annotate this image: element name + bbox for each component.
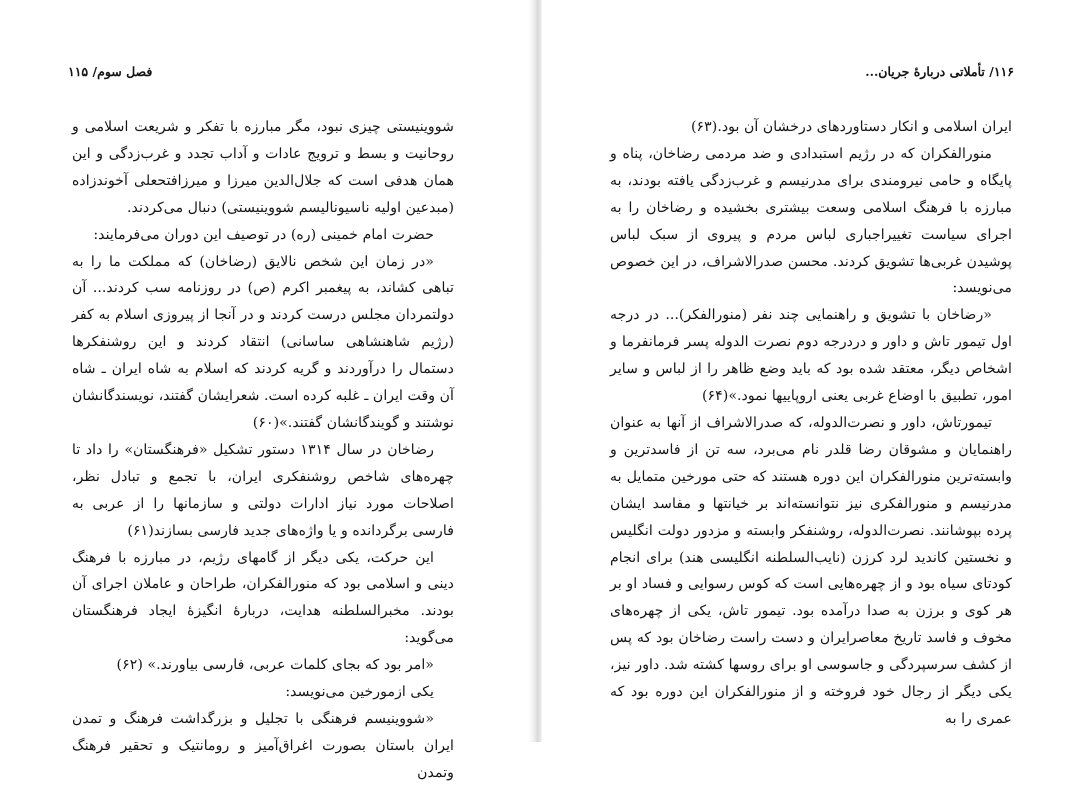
left-page-body [72,114,454,787]
paragraph: منورالفکران که در رژیم استبدادی و ضد مردمی رضاخان، پناه و پایگاه و حامی نیرومندی برای مدرنیسم و غرب‌زدگی یافته بودند، به مبارزه با فرهنگ اسلامی وسعت بیشتری بخشیده و رضاخان را به اجرای سیاست تغییراجباری لباس مردم و پیروی از سبک لباس پوشیدن غربی‌ها تشویق کردند. محسن صدرالاشراف، در این خصوص می‌نویسد: [610,145,1012,297]
quote-paragraph: «امر بود که بجای کلمات عربی، فارسی بیاورند.» (۶۲) [116,657,434,674]
right-page [540,0,1074,742]
right-page-body [610,114,1012,733]
paragraph: این حرکت، یکی دیگر از گامهای رژیم، در مبارزه با فرهنگ دینی و اسلامی بود که منورالفکران، طراحان و عاملان اجرای آن بودند. مخبرالسلطنه هدایت، دربارهٔ انگیزهٔ ایجاد فرهنگستان می‌گوید: [72,549,454,647]
quote-paragraph: «رضاخان با تشویق و راهنمایی چند نفر (منورالفکر)... در درجه اول تیمور تاش و داور و دردرجه دوم نصرت الدوله پسر فرمانفرما و اشخاص دیگر، معتقد شده بود که باید وضع ظاهر را از لباس و سایر امور، تطبیق با اوضاع غربی یعنی اروپاییها نمود.»(۶۴) [610,307,1012,405]
quote-paragraph: «شووینیسم فرهنگی با تجلیل و بزرگداشت فرهنگ و تمدن ایران باستان بصورت اغراق‌آمیز و رومانتیک و تحقیر فرهنگ وتمدن [72,710,454,781]
left-page-header: فصل سوم/ ۱۱۵ [68,64,153,79]
right-page-header: ۱۱۶/ تأملاتی دربارهٔ جریان... [865,64,1014,79]
paragraph: تیمورتاش، داور و نصرت‌الدوله، که صدرالاشراف از آنها به عنوان راهنمایان و مشوقان رضا قلدر نام می‌برد، سه تن از فاسدترین و وابسته‌ترین منورالفکران این دوره هستند که حتی مورخین متمایل به مدرنیسم و منورالفکری نیز نتوانسته‌اند بر خیانتها و مفاسد ایشان پرده بپوشانند. نصرت‌الدوله، روشنفکر وابسته و مزدور دولت انگلیس و نخستین کاندید لرد کرزن (نایب‌السلطنه انگلیسی هند) برای انجام کودتای سیاه بود و از چهره‌هایی است که کوس رسوایی و فساد او بر هر کوی و برزن به صدا درآمده بود. تیمور تاش، یکی از چهره‌های مخوف و فاسد تاریخ معاصرایران و دست راست رضاخان بود که پس از کشف سرسپردگی و جاسوسی او برای روسها کشته شد. داور نیز، یکی دیگر از رجال خود فروخته و از منورالفکران این دوره بود که عمری را به [610,414,1012,727]
paragraph: یکی ازمورخین می‌نویسد: [285,684,434,701]
quote-paragraph: «در زمان این شخص نالایق (رضاخان) که مملکت ما را به تباهی کشاند، به پیغمبر اکرم (ص) در روزنامه سب کردند... آن دولتمردان مجلس درست کردند و در آنجا از پیروزی اسلام به کفر (رژیم شاهنشاهی ساسانی) انتقاد کردند و این روشنفکرها دستمال را درآوردند و گریه کردند که اسلام به شاه ایران ـ شاه آن وقت ایران ـ غلبه کرده است. شعرایشان گفتند، نویسندگانشان نوشتند و گویندگانشان گفتند.»(۶۰) [72,253,454,431]
paragraph: رضاخان در سال ۱۳۱۴ دستور تشکیل «فرهنگستان» را داد تا چهره‌های شاخص روشنفکری ایران، با تجمع و تبادل نظر، اصلاحات مورد نیاز ادارات دولتی و سازمانها را از عربی به فارسی برگردانده و یا واژه‌های جدید فارسی بسازند(۶۱) [72,441,454,539]
left-page [0,0,520,781]
paragraph: حضرت امام خمینی (ره) در توصیف این دوران می‌فرمایند: [93,226,434,243]
paragraph: شووینیستی چیزی نبود، مگر مبارزه با تفکر و شریعت اسلامی و روحانیت و بسط و ترویج عادات و آداب تجدد و غرب‌زدگی و این همان هدفی است که جلال‌الدین میرزا و میرزافتحعلی آخوندزاده (مبدعین اولیه ناسیونالیسم شووینیستی) دنبال می‌کردند. [72,119,454,216]
paragraph: ایران اسلامی و انکار دستاوردهای درخشان آن بود.(۶۳) [691,119,1012,135]
